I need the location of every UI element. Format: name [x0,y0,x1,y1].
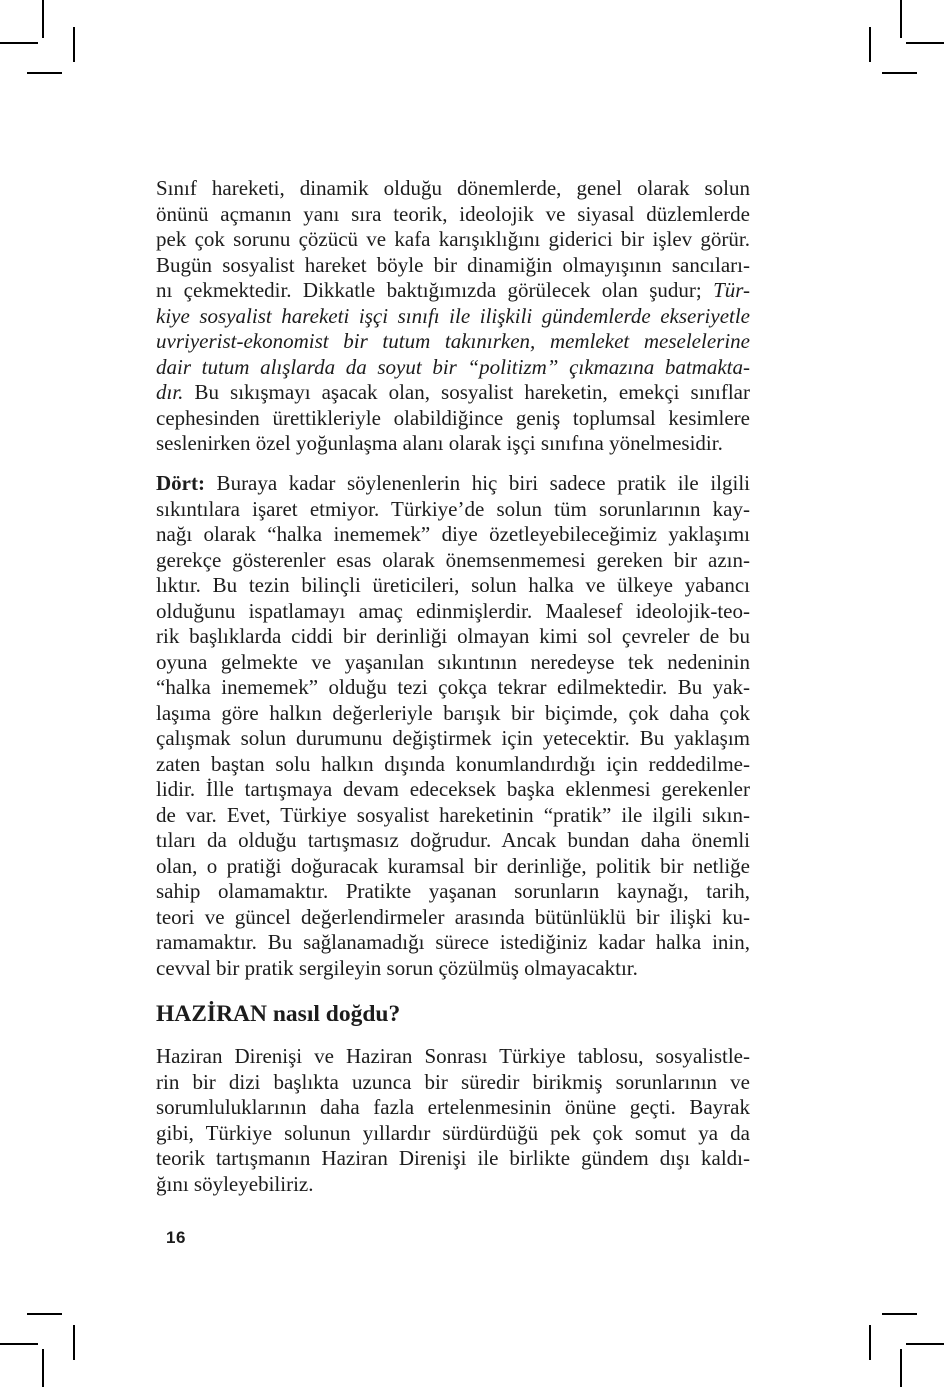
crop-mark-bottom-right-inner-vertical [869,1325,871,1360]
crop-mark-top-left-inner-horizontal [27,72,62,74]
body-text: zaten baştan solu halkın dışında konumlandırdığı için reddedilme- [156,751,750,776]
body-text: cephesinden ürettikleriyle olabildiğince geniş toplumsal kesimlere [156,405,750,430]
text-line [156,471,750,497]
body-text: sıkıntılara işaret etmiyor. Türkiye’de solun tüm sorunlarının kay- [156,496,750,521]
text-line [156,828,750,854]
body-text: Sınıf hareketi, dinamik olduğu dönemlerde, genel olarak solun [156,176,750,200]
text-line [156,1044,750,1070]
text-line [156,522,750,548]
body-text: rik başlıklarda ciddi bir derinliği olmayan kimi sol çevreler de bu [156,624,750,648]
body-text: tıları da olduğu tartışmasız doğrudur. Ancak bundan daha önemli [156,828,750,852]
body-text: olan, o pratiği doğuracak kuramsal bir derinliğe, politik bir netliğe [156,853,750,878]
paragraph-2 [156,471,750,981]
text-line [156,803,750,829]
text-line [156,905,750,931]
italic-text: Tür- [713,278,750,302]
body-text: sorumluluklarının daha fazla ertelenmesinin önüne geçti. Bayrak [156,1095,750,1119]
text-line [156,176,750,202]
text-line [156,1146,750,1172]
text-line [156,406,750,432]
crop-mark-top-left-outer-horizontal [0,42,38,44]
text-line [156,253,750,279]
body-text: Haziran Direnişi ve Haziran Sonrası Türkiye tablosu, sosyalistle- [156,1044,750,1068]
body-text: sahip olamamaktır. Pratikte yaşanan sorunların kaynağı, tarih, [156,879,750,903]
body-text: ramamaktır. Bu sağlanamadığı sürece istediğiniz kadar halka inin, [156,930,750,954]
crop-mark-top-right-outer-vertical [900,0,902,38]
crop-mark-bottom-right-outer-vertical [900,1349,902,1387]
body-text: olduğunu ispatlamayı amaç edinmişlerdir. Maalesef ideolojik-teo- [156,598,750,623]
body-text: Bu sıkışmayı aşacak olan, sosyalist hareketin, emekçi sınıflar [183,380,750,404]
paragraph-3 [156,1044,750,1197]
text-line [156,1070,750,1096]
body-text: önünü açmanın yanı sıra teorik, ideolojik ve siyasal düzlemlerde [156,201,750,226]
body-text: laşıma göre halkın değerleriyle barışık bir biçimde, çok daha çok [156,700,750,725]
page-number: 16 [166,1228,186,1247]
body-text: lidir. İlle tartışmaya devam edeceksek başka eklenmesi gerekenler [156,777,750,801]
text-line [156,278,750,304]
text-line [156,752,750,778]
text-line [156,675,750,701]
text-line [156,431,750,457]
text-line [156,956,750,982]
body-text: Bugün sosyalist hareket böyle bir dinamiğin olmayışının sancıları- [156,252,750,277]
text-line [156,1172,750,1198]
text-line [156,930,750,956]
body-text: cevval bir pratik sergileyin sorun çözülmüş olmayacaktır. [156,955,638,980]
text-line [156,202,750,228]
paragraph-1 [156,176,750,457]
body-text: çalışmak solun durumunu değiştirmek için yetecektir. Bu yaklaşım [156,726,750,750]
body-text: teorik tartışmanın Haziran Direnişi ile birlikte gündem dışı kaldı- [156,1146,750,1170]
crop-mark-top-left-outer-vertical [42,0,44,38]
crop-mark-bottom-right-outer-horizontal [906,1343,944,1345]
text-line [156,650,750,676]
text-line [156,573,750,599]
italic-text: kiye sosyalist hareketi işçi sınıfı ile ilişkili gündemlerde ekseriyetle [156,303,750,328]
body-text: lıktır. Bu tezin bilinçli üreticileri, solun halka ve ülkeye yabancı [156,573,750,597]
text-line [156,854,750,880]
crop-mark-bottom-left-outer-horizontal [0,1343,38,1345]
crop-mark-top-right-outer-horizontal [906,42,944,44]
text-line [156,329,750,355]
italic-text: uvriyerist-ekonomist bir tutum takınırken, memleket meselelerine [156,329,750,353]
body-text: ğını söyleyebiliriz. [156,1171,314,1196]
text-line [156,879,750,905]
body-text: pek çok sorunu çözücü ve kafa karışıklığını giderici bir işlev görür. [156,227,750,251]
text-line [156,701,750,727]
body-text: gibi, Türkiye solunun yıllardır sürdürdüğü pek çok somut ya da [156,1120,750,1145]
crop-mark-top-right-inner-vertical [869,27,871,62]
crop-mark-bottom-left-inner-vertical [73,1325,75,1360]
crop-mark-top-right-inner-horizontal [882,72,917,74]
text-line [156,726,750,752]
body-text: teori ve güncel değerlendirmeler arasında bütünlüklü bir ilişki ku- [156,904,750,929]
body-text: gerekçe gösterenler esas olarak önemsenmemesi gereken bir azın- [156,547,750,572]
crop-mark-bottom-right-inner-horizontal [882,1313,917,1315]
text-line [156,548,750,574]
crop-mark-bottom-left-inner-horizontal [27,1313,62,1315]
bold-text: Dört: [156,471,205,495]
text-line [156,380,750,406]
text-line [156,624,750,650]
crop-mark-bottom-left-outer-vertical [42,1349,44,1387]
body-text: nağı olarak “halka inememek” diye özetleyebileceğimiz yaklaşımı [156,522,750,546]
text-line [156,227,750,253]
body-text: de var. Evet, Türkiye sosyalist hareketinin “pratik” ile ilgili sıkın- [156,802,750,827]
body-text: “halka inememek” olduğu tezi çokça tekrar edilmektedir. Bu yak- [156,675,750,699]
italic-text: dır. [156,380,184,404]
section-heading: HAZİRAN nasıl doğdu? [156,1001,401,1027]
text-line [156,777,750,803]
body-text: nı çekmektedir. Dikkatle baktığımızda görülecek olan şudur; [156,278,714,302]
italic-text: dair tutum alışlarda da soyut bir “politizm” çıkmazına batmakta- [156,354,750,379]
text-line [156,497,750,523]
body-text: oyuna gelmekte ve yaşanılan sıkıntının neredeyse tek nedeninin [156,649,750,674]
crop-mark-top-left-inner-vertical [73,27,75,62]
text-line [156,1095,750,1121]
text-line [156,599,750,625]
body-text: Buraya kadar söylenenlerin hiç biri sadece pratik ile ilgili [204,471,750,495]
text-line [156,355,750,381]
body-text: rin bir dizi başlıkta uzunca bir süredir birikmiş sorunlarının ve [156,1069,750,1094]
text-line [156,304,750,330]
body-text: seslenirken özel yoğunlaşma alanı olarak işçi sınıfına yönelmesidir. [156,431,723,455]
text-line [156,1121,750,1147]
